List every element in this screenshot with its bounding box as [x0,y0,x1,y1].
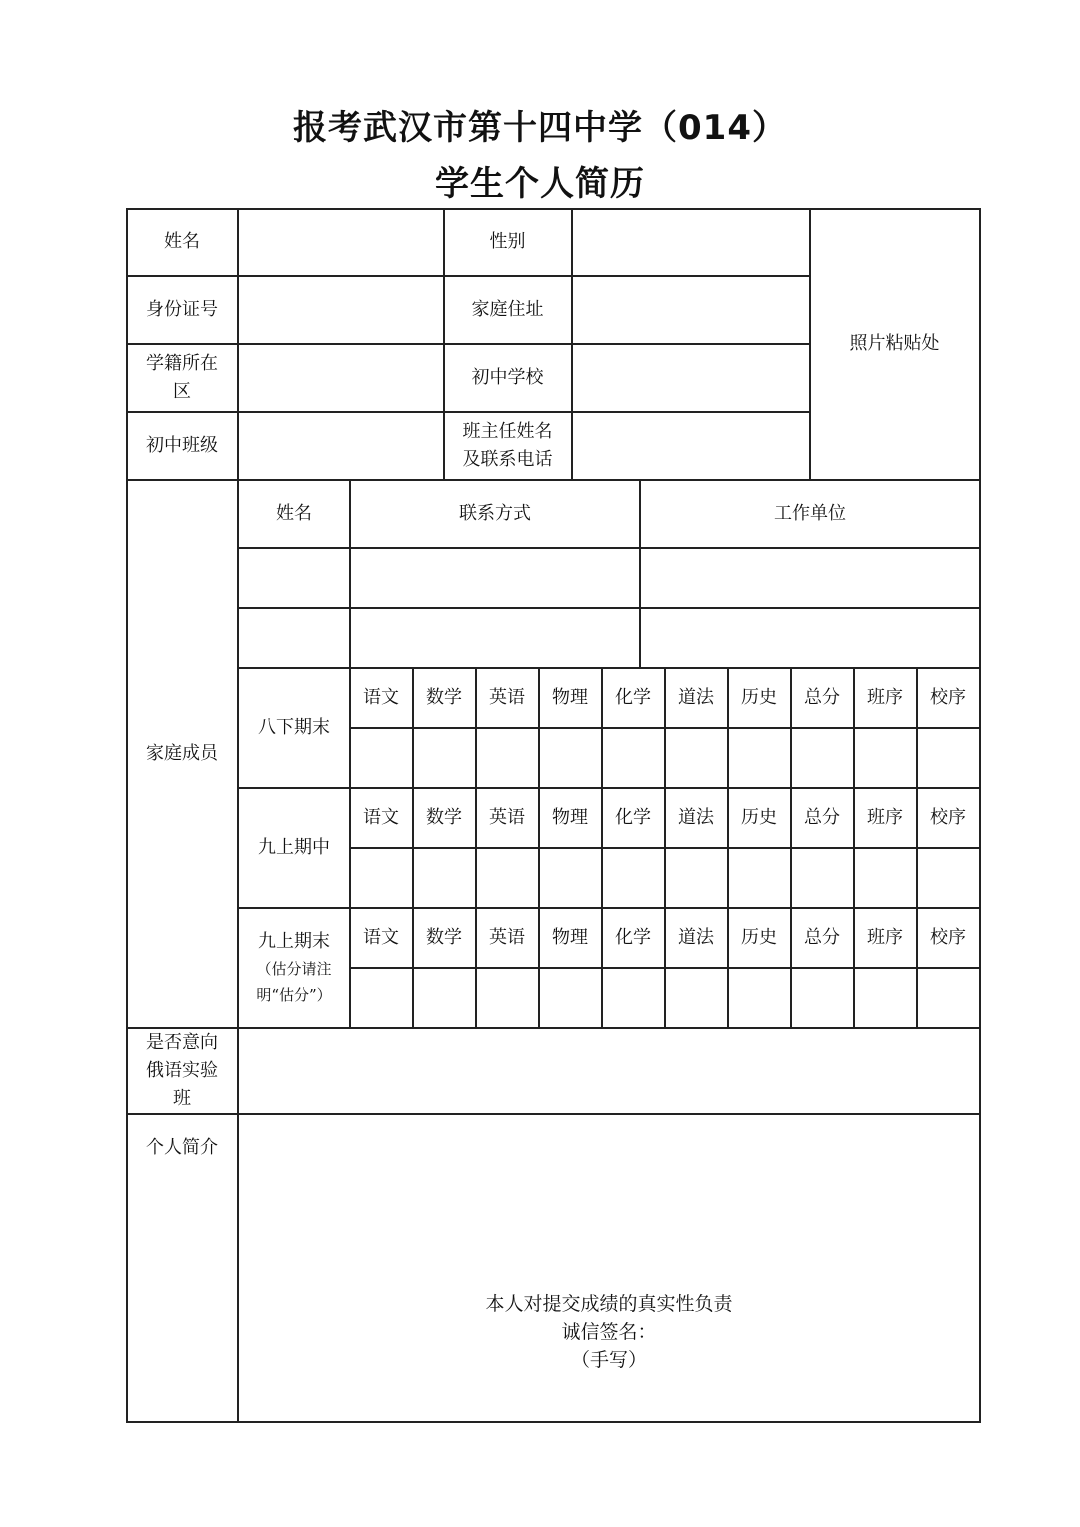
head-teacher-label [444,412,571,479]
junior-class-input-cell[interactable] [239,413,443,479]
subject-header-8: 总分 [804,686,840,708]
score-input-cell[interactable] [477,729,538,787]
gender-input-cell[interactable] [573,210,809,275]
subject-header-6: 道法 [678,806,714,828]
subject-header-8: 总分 [804,806,840,828]
head-teacher-label-line1: 班主任姓名 [462,420,553,442]
score-input-cell[interactable] [477,849,538,907]
home-address-label: 家庭住址 [471,298,544,320]
subject-header-6: 道法 [678,926,714,948]
subject-header-10: 校序 [930,926,966,948]
score-input-cell[interactable] [855,969,916,1027]
photo-placeholder: 照片粘贴处 [849,333,940,354]
district-label-line1: 学籍所在 [146,352,218,374]
term-label-grade8-final: 八下期末 [258,716,330,738]
subject-header-3: 英语 [489,686,525,708]
subject-header-9: 班序 [867,806,903,828]
score-input-cell[interactable] [603,729,664,787]
subject-header-4: 物理 [552,686,588,708]
subject-header-10: 校序 [930,686,966,708]
score-input-cell[interactable] [540,969,601,1027]
handwritten-note: （手写） [570,1349,647,1371]
family-member-2-name-cell[interactable] [239,609,349,667]
subject-header-3: 英语 [489,926,525,948]
score-input-cell[interactable] [603,969,664,1027]
subject-header-7: 历史 [741,806,777,828]
personal-intro-input-cell[interactable] [239,1115,979,1421]
subject-header-4: 物理 [552,926,588,948]
subject-header-6: 道法 [678,686,714,708]
subject-header-4: 物理 [552,806,588,828]
name-label: 姓名 [164,231,200,252]
id-number-label: 身份证号 [146,298,218,320]
score-input-cell[interactable] [792,729,853,787]
family-member-1-contact-cell[interactable] [351,549,639,607]
junior-school-input-cell[interactable] [573,345,809,411]
score-input-cell[interactable] [666,849,727,907]
subject-header-8: 总分 [804,926,840,948]
junior-class-label: 初中班级 [146,434,218,456]
document-title: 报考武汉市第十四中学（014） [293,108,787,148]
id-number-input-cell[interactable] [239,277,443,343]
russian-class-label [127,1028,237,1113]
score-input-cell[interactable] [414,729,475,787]
estimate-note-line1: （估分请注 [256,959,332,978]
subject-header-9: 班序 [867,686,903,708]
score-input-cell[interactable] [918,969,979,1027]
subject-header-1: 语文 [363,686,399,708]
subject-header-2: 数学 [426,686,462,708]
head-teacher-input-cell[interactable] [573,413,809,479]
subject-header-5: 化学 [615,686,651,708]
subject-header-2: 数学 [426,926,462,948]
subject-header-1: 语文 [363,926,399,948]
family-col-workplace: 工作单位 [774,502,846,524]
pledge-statement: 本人对提交成绩的真实性负责 [485,1293,733,1315]
subject-header-10: 校序 [930,806,966,828]
head-teacher-label-line2: 及联系电话 [462,448,553,470]
subject-header-5: 化学 [615,806,651,828]
family-member-1-name-cell[interactable] [239,549,349,607]
signature-prompt: 诚信签名： [561,1321,657,1343]
junior-school-label: 初中学校 [471,366,544,388]
term-label-grade9-final-text: 九上期末 [258,930,330,952]
score-input-cell[interactable] [855,729,916,787]
score-input-cell[interactable] [918,849,979,907]
name-input-cell[interactable] [239,210,443,275]
score-input-cell[interactable] [603,849,664,907]
subject-header-7: 历史 [741,686,777,708]
score-input-cell[interactable] [351,969,412,1027]
subject-header-9: 班序 [867,926,903,948]
score-input-cell[interactable] [540,849,601,907]
score-input-cell[interactable] [351,849,412,907]
score-input-cell[interactable] [666,969,727,1027]
score-input-cell[interactable] [792,849,853,907]
estimate-note-line2: 明“估分”） [256,985,332,1004]
subject-header-5: 化学 [615,926,651,948]
russian-class-input-cell[interactable] [239,1029,979,1113]
score-input-cell[interactable] [540,729,601,787]
score-input-cell[interactable] [729,969,790,1027]
gender-label: 性别 [489,231,526,252]
table-border-bottom [126,1421,981,1423]
score-input-cell[interactable] [729,849,790,907]
family-members-label: 家庭成员 [146,742,218,764]
score-input-cell[interactable] [351,729,412,787]
score-input-cell[interactable] [414,849,475,907]
district-label-line2: 区 [173,380,191,402]
document-subtitle: 学生个人简历 [435,164,645,204]
subject-header-7: 历史 [741,926,777,948]
score-input-cell[interactable] [855,849,916,907]
score-input-cell[interactable] [918,729,979,787]
district-label [127,344,237,411]
table-border-right [979,208,981,1423]
score-input-cell[interactable] [792,969,853,1027]
subject-header-1: 语文 [363,806,399,828]
score-input-cell[interactable] [414,969,475,1027]
family-member-2-workplace-cell[interactable] [641,609,979,667]
subject-header-2: 数学 [426,806,462,828]
term-label-grade9-midterm: 九上期中 [258,836,330,858]
russian-class-label-line1: 是否意向 [146,1031,218,1053]
score-input-cell[interactable] [477,969,538,1027]
personal-intro-label: 个人简介 [146,1137,218,1158]
family-col-name: 姓名 [276,502,312,524]
score-input-cell[interactable] [666,729,727,787]
subject-header-3: 英语 [489,806,525,828]
russian-class-label-line3: 班 [173,1087,191,1109]
family-member-1-workplace-cell[interactable] [641,549,979,607]
term-label-grade9-final [239,908,349,1027]
russian-class-label-line2: 俄语实验 [146,1059,218,1081]
family-member-2-contact-cell[interactable] [351,609,639,667]
home-address-input-cell[interactable] [573,277,809,343]
district-input-cell[interactable] [239,345,443,411]
family-col-contact: 联系方式 [459,502,531,524]
score-input-cell[interactable] [729,729,790,787]
